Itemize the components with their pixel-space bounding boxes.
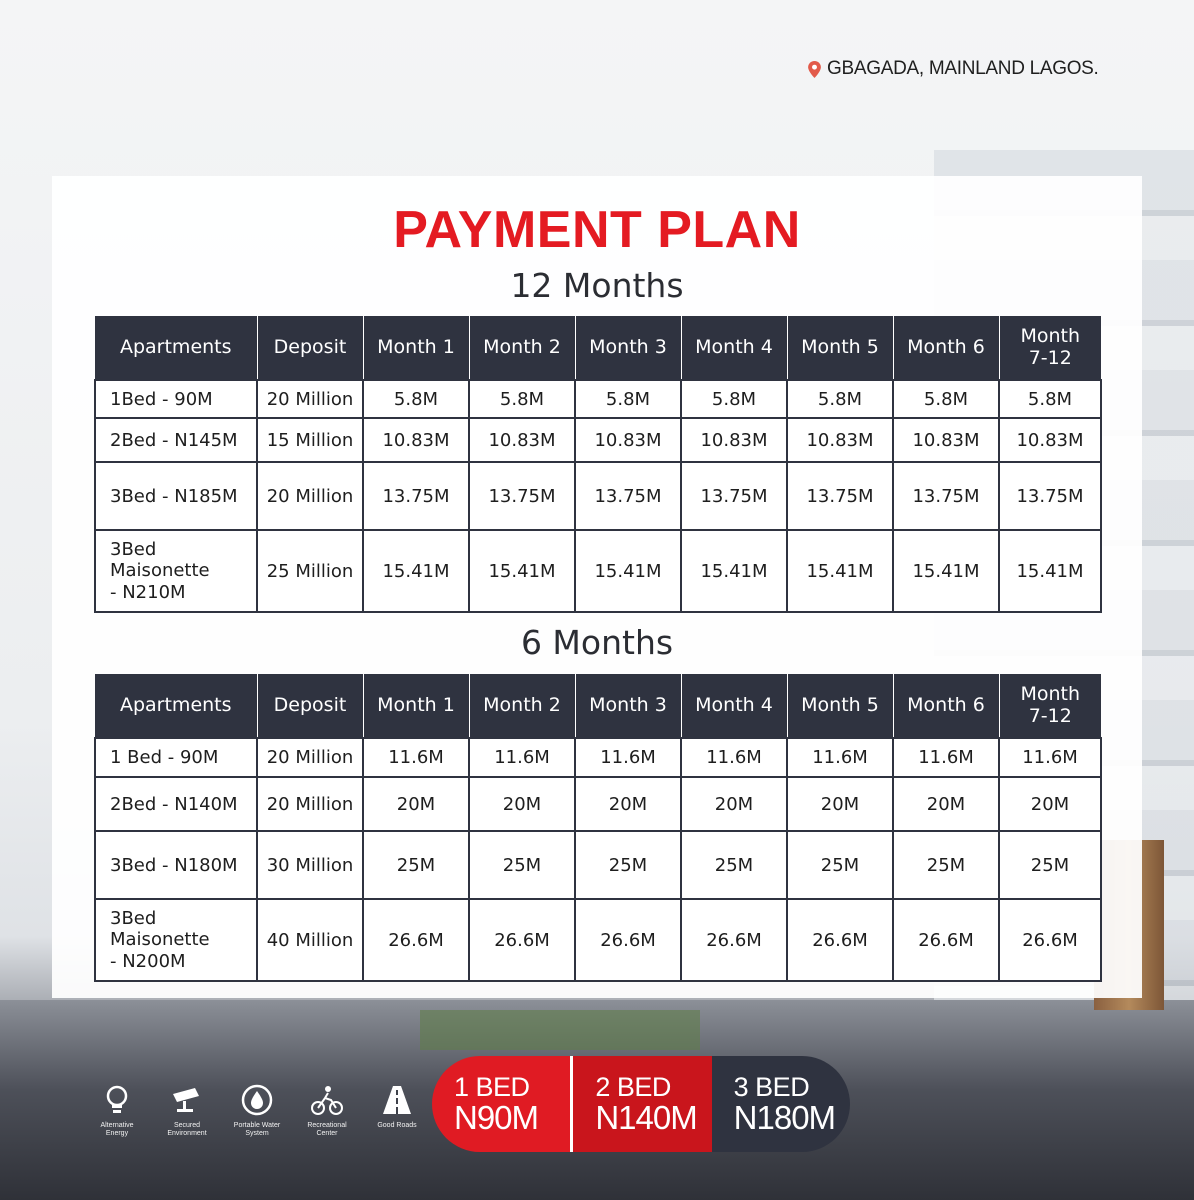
column-header: Month 6	[893, 316, 999, 380]
payment-table-6-months	[94, 674, 1102, 982]
month-cell: 15.41M	[681, 530, 787, 612]
month-cell: 10.83M	[893, 418, 999, 462]
payment-table-12-months	[94, 316, 1102, 613]
month-cell: 25M	[575, 831, 681, 899]
cyclist-icon	[309, 1082, 345, 1118]
month-cell: 13.75M	[575, 462, 681, 530]
month-cell: 20M	[787, 777, 893, 831]
price-card-2-bed	[570, 1056, 711, 1152]
amenity-label: Secured Environment	[167, 1122, 207, 1137]
table-row	[95, 380, 1101, 418]
month-cell: 11.6M	[999, 738, 1101, 777]
apartment-cell: 3Bed - N185M	[95, 462, 257, 530]
column-header: Deposit	[257, 674, 363, 738]
column-header: Month 2	[469, 316, 575, 380]
table-row	[95, 418, 1101, 462]
month-cell: 20M	[363, 777, 469, 831]
month-cell: 13.75M	[363, 462, 469, 530]
month-cell: 26.6M	[575, 899, 681, 981]
month-cell: 26.6M	[787, 899, 893, 981]
month-cell: 15.41M	[363, 530, 469, 612]
month-cell: 15.41M	[469, 530, 575, 612]
column-header: Month 2	[469, 674, 575, 738]
deposit-cell: 20 Million	[257, 380, 363, 418]
table-row	[95, 738, 1101, 777]
month-cell: 10.83M	[469, 418, 575, 462]
apartment-cell: 1Bed - 90M	[95, 380, 257, 418]
table-row	[95, 899, 1101, 981]
price-label: 3 BED	[733, 1071, 810, 1102]
apartment-cell: 2Bed - N145M	[95, 418, 257, 462]
price-card-3-bed	[712, 1056, 850, 1152]
amenity-good-roads	[368, 1082, 426, 1137]
table-row	[95, 530, 1101, 612]
column-header: Deposit	[257, 316, 363, 380]
month-cell: 10.83M	[787, 418, 893, 462]
amenity-label: Alternative Energy	[100, 1122, 134, 1137]
month-cell: 25M	[893, 831, 999, 899]
amenity-water-system	[228, 1082, 286, 1137]
amenity-secured-environment	[158, 1082, 216, 1137]
price-amount: N140M	[595, 1098, 697, 1136]
month-cell: 10.83M	[363, 418, 469, 462]
month-cell: 13.75M	[787, 462, 893, 530]
month-cell: 10.83M	[575, 418, 681, 462]
location-tag	[808, 58, 1099, 80]
column-header: Apartments	[95, 316, 257, 380]
price-banner	[432, 1056, 850, 1152]
month-cell: 11.6M	[575, 738, 681, 777]
deposit-cell: 20 Million	[257, 738, 363, 777]
amenity-recreational-center	[298, 1082, 356, 1137]
month-cell: 15.41M	[999, 530, 1101, 612]
cctv-icon	[169, 1082, 205, 1118]
plan-12-months-title: 12 Months	[510, 266, 684, 305]
month-cell: 5.8M	[575, 380, 681, 418]
month-cell: 26.6M	[893, 899, 999, 981]
month-cell: 10.83M	[681, 418, 787, 462]
apartment-cell: 3Bed Maisonette - N210M	[95, 530, 257, 612]
month-cell: 13.75M	[681, 462, 787, 530]
month-cell: 11.6M	[681, 738, 787, 777]
water-icon	[239, 1082, 275, 1118]
month-cell: 25M	[681, 831, 787, 899]
location-text: GBAGADA, MAINLAND LAGOS.	[827, 58, 1099, 79]
month-cell: 25M	[363, 831, 469, 899]
column-header: Month 5	[787, 316, 893, 380]
column-header: Month 6	[893, 674, 999, 738]
amenity-label: Recreational Center	[307, 1122, 347, 1137]
background-grass	[420, 1010, 700, 1050]
amenity-label: Good Roads	[377, 1122, 417, 1129]
location-pin-icon	[808, 61, 821, 78]
month-cell: 20M	[681, 777, 787, 831]
month-cell: 5.8M	[469, 380, 575, 418]
month-cell: 15.41M	[575, 530, 681, 612]
month-cell: 11.6M	[893, 738, 999, 777]
price-amount: N90M	[454, 1098, 539, 1136]
column-header: Month 4	[681, 674, 787, 738]
month-cell: 5.8M	[787, 380, 893, 418]
month-cell: 20M	[575, 777, 681, 831]
month-cell: 10.83M	[999, 418, 1101, 462]
month-cell: 20M	[469, 777, 575, 831]
month-cell: 20M	[893, 777, 999, 831]
month-cell: 26.6M	[363, 899, 469, 981]
month-cell: 11.6M	[469, 738, 575, 777]
amenity-label: Portable Water System	[233, 1122, 281, 1137]
month-cell: 25M	[469, 831, 575, 899]
column-header: Month 7-12	[999, 674, 1101, 738]
apartment-cell: 1 Bed - 90M	[95, 738, 257, 777]
month-cell: 5.8M	[681, 380, 787, 418]
month-cell: 25M	[999, 831, 1101, 899]
price-card-1-bed	[432, 1056, 570, 1152]
column-header: Month 3	[575, 316, 681, 380]
deposit-cell: 20 Million	[257, 462, 363, 530]
month-cell: 5.8M	[893, 380, 999, 418]
deposit-cell: 20 Million	[257, 777, 363, 831]
column-header: Month 3	[575, 674, 681, 738]
table-row	[95, 777, 1101, 831]
deposit-cell: 40 Million	[257, 899, 363, 981]
price-label: 2 BED	[595, 1071, 671, 1102]
plan-6-months-title: 6 Months	[520, 623, 674, 662]
month-cell: 15.41M	[893, 530, 999, 612]
month-cell: 15.41M	[787, 530, 893, 612]
month-cell: 26.6M	[999, 899, 1101, 981]
month-cell: 5.8M	[999, 380, 1101, 418]
amenity-alternative-energy	[88, 1082, 146, 1137]
column-header: Month 5	[787, 674, 893, 738]
month-cell: 26.6M	[469, 899, 575, 981]
column-header: Month 1	[363, 674, 469, 738]
table-header-row	[95, 674, 1101, 738]
month-cell: 20M	[999, 777, 1101, 831]
column-header: Month 7-12	[999, 316, 1101, 380]
apartment-cell: 2Bed - N140M	[95, 777, 257, 831]
deposit-cell: 25 Million	[257, 530, 363, 612]
amenities-list	[88, 1082, 426, 1137]
bulb-icon	[99, 1082, 135, 1118]
page-title: PAYMENT PLAN	[393, 201, 801, 259]
month-cell: 26.6M	[681, 899, 787, 981]
apartment-cell: 3Bed - N180M	[95, 831, 257, 899]
month-cell: 5.8M	[363, 380, 469, 418]
column-header: Month 1	[363, 316, 469, 380]
month-cell: 25M	[787, 831, 893, 899]
price-label: 1 BED	[454, 1071, 530, 1102]
month-cell: 11.6M	[787, 738, 893, 777]
road-icon	[379, 1082, 415, 1118]
table-row	[95, 462, 1101, 530]
month-cell: 13.75M	[893, 462, 999, 530]
month-cell: 13.75M	[999, 462, 1101, 530]
month-cell: 13.75M	[469, 462, 575, 530]
price-amount: N180M	[733, 1098, 836, 1136]
deposit-cell: 30 Million	[257, 831, 363, 899]
table-row	[95, 831, 1101, 899]
deposit-cell: 15 Million	[257, 418, 363, 462]
month-cell: 11.6M	[363, 738, 469, 777]
apartment-cell: 3Bed Maisonette - N200M	[95, 899, 257, 981]
column-header: Apartments	[95, 674, 257, 738]
column-header: Month 4	[681, 316, 787, 380]
table-header-row	[95, 316, 1101, 380]
